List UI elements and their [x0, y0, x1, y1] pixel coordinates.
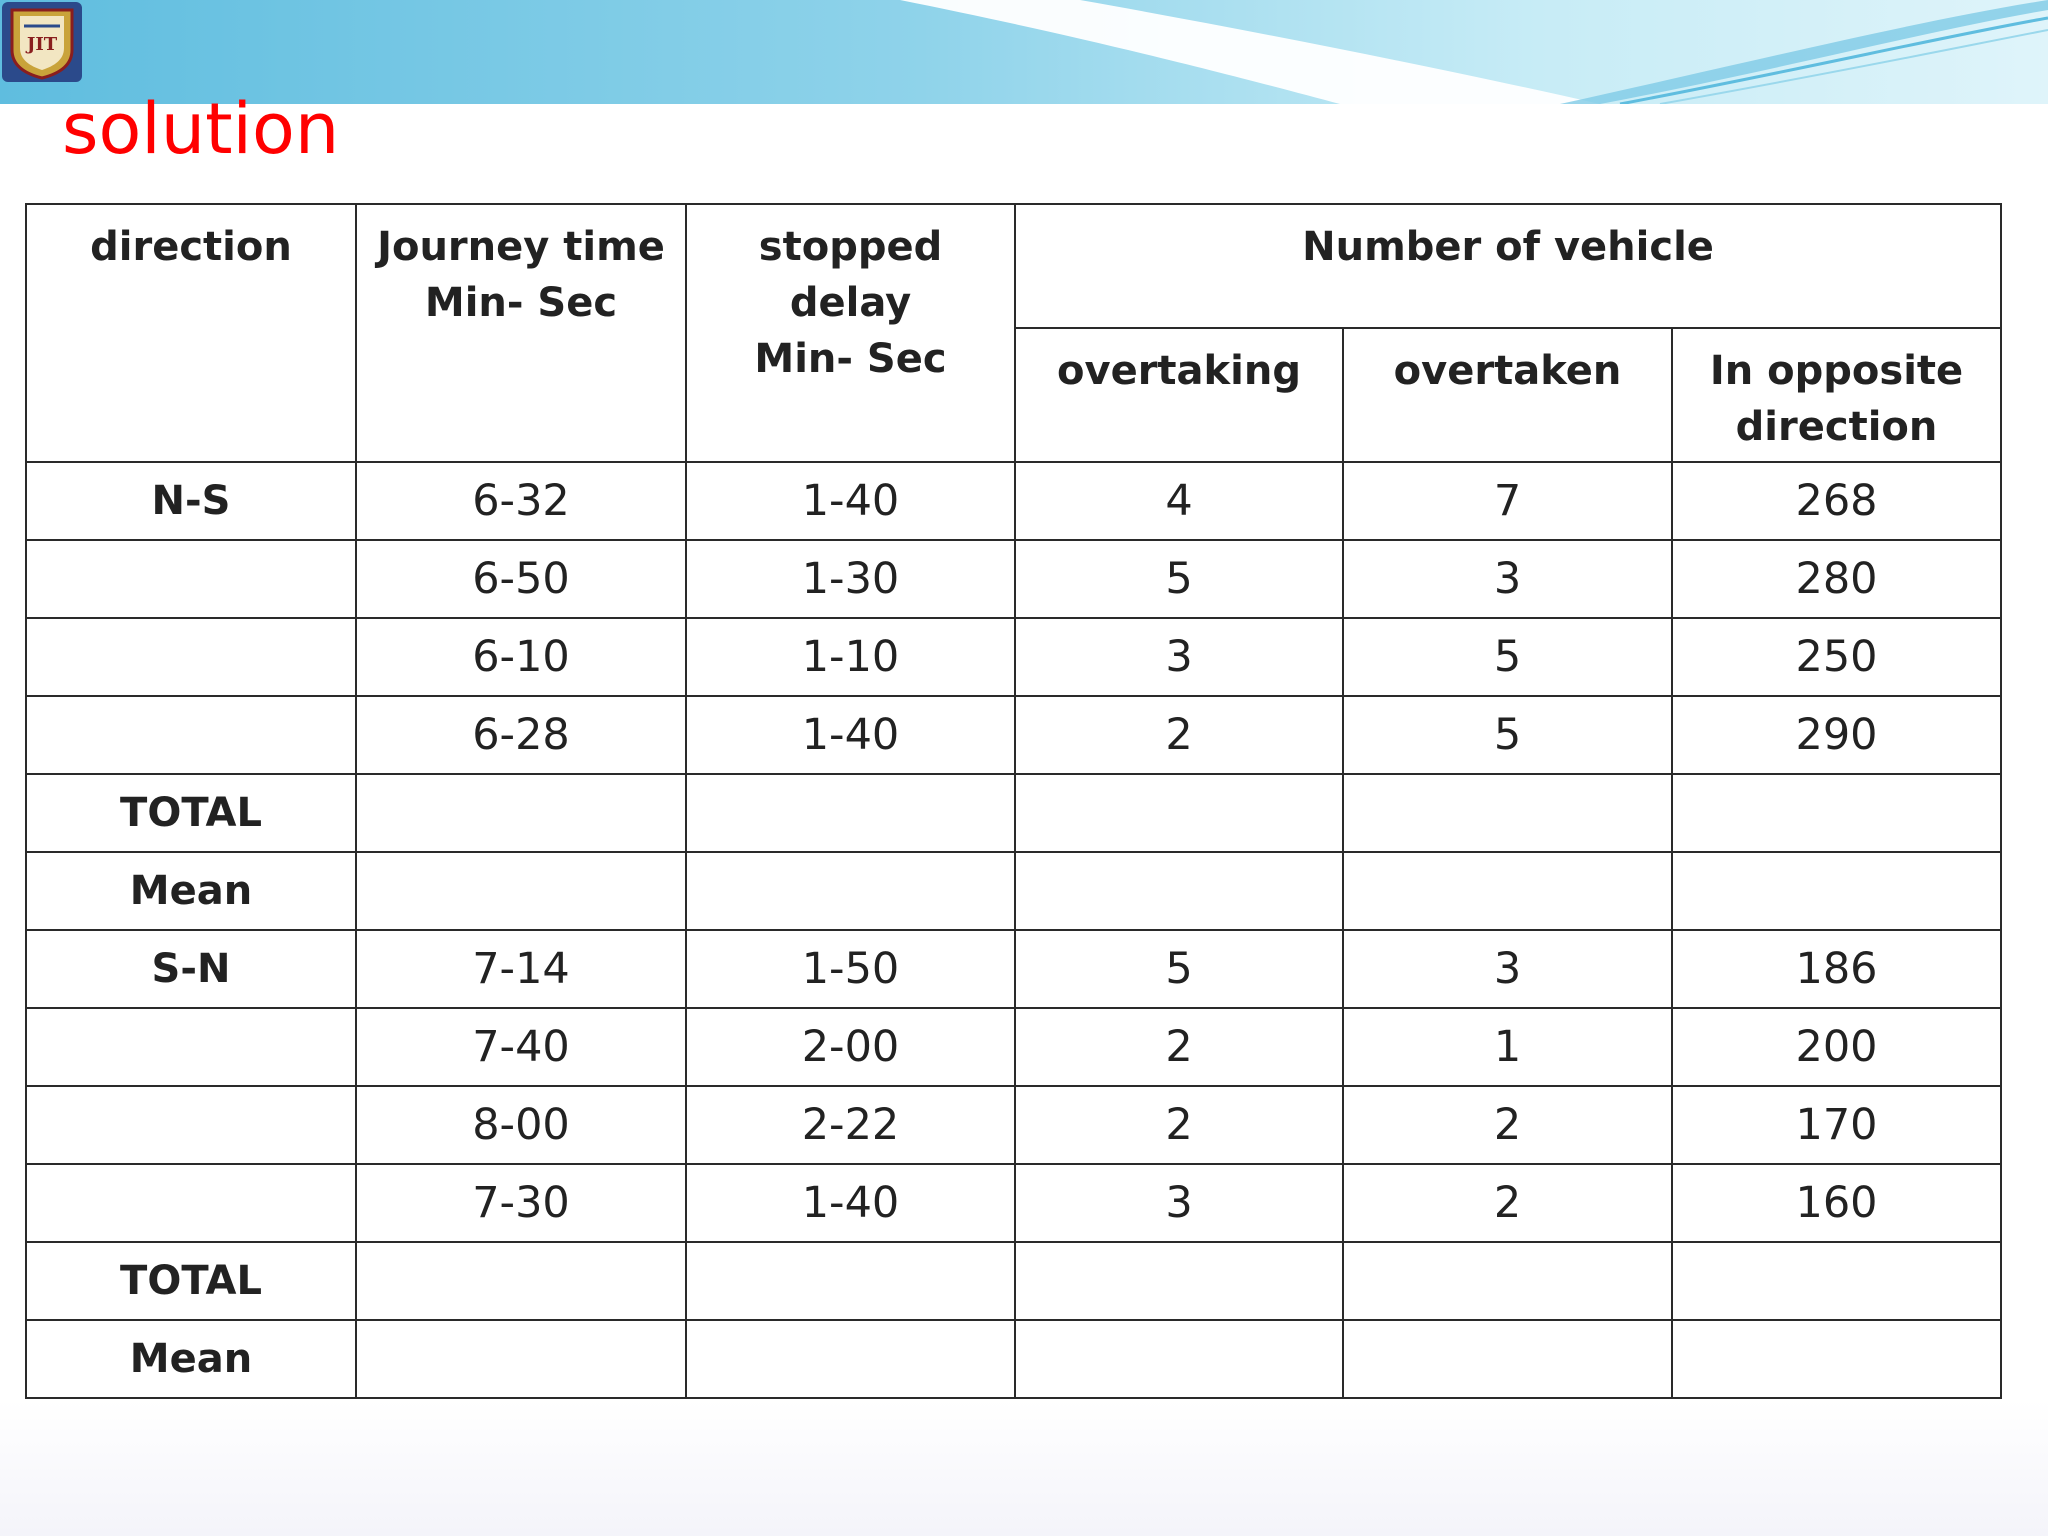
- cell-stopped-delay: [686, 1320, 1015, 1398]
- cell-overtaken: 5: [1343, 696, 1672, 774]
- university-crest-icon: [2, 2, 82, 82]
- cell-overtaking: 4: [1015, 462, 1343, 540]
- cell-overtaking: 3: [1015, 618, 1343, 696]
- cell-overtaken: 2: [1343, 1164, 1672, 1242]
- cell-overtaken: 3: [1343, 930, 1672, 1008]
- header-stopped-delay-line-2: delay: [789, 280, 912, 326]
- cell-overtaking: 2: [1015, 696, 1343, 774]
- cell-opposite: [1672, 1242, 2001, 1320]
- cell-stopped-delay: [686, 774, 1015, 852]
- cell-journey-time: 6-10: [356, 618, 686, 696]
- cell-opposite: 250: [1672, 618, 2001, 696]
- cell-direction: N-S: [26, 462, 356, 540]
- cell-opposite: 186: [1672, 930, 2001, 1008]
- table-body: [26, 462, 2001, 1398]
- header-stopped-delay-line-1: stopped: [758, 224, 943, 270]
- header-overtaken: [1343, 328, 1672, 462]
- cell-direction: [26, 696, 356, 774]
- cell-opposite: 280: [1672, 540, 2001, 618]
- cell-stopped-delay: 1-30: [686, 540, 1015, 618]
- cell-overtaking: 5: [1015, 540, 1343, 618]
- header-journey-time-line-2: Min- Sec: [424, 280, 618, 326]
- cell-direction: TOTAL: [26, 1242, 356, 1320]
- cell-journey-time: [356, 1242, 686, 1320]
- header-overtaking-label: overtaking: [1057, 348, 1301, 394]
- cell-opposite: 170: [1672, 1086, 2001, 1164]
- header-stopped-delay-line-3: Min- Sec: [754, 336, 947, 382]
- cell-stopped-delay: [686, 1242, 1015, 1320]
- table-row: [26, 1008, 2001, 1086]
- cell-stopped-delay: 2-00: [686, 1008, 1015, 1086]
- cell-journey-time: 7-30: [356, 1164, 686, 1242]
- table-row: [26, 696, 2001, 774]
- cell-opposite: 200: [1672, 1008, 2001, 1086]
- slide-title: solution: [62, 88, 340, 170]
- header-stopped-delay: [686, 204, 1015, 462]
- cell-journey-time: 8-00: [356, 1086, 686, 1164]
- cell-opposite: 160: [1672, 1164, 2001, 1242]
- cell-opposite: [1672, 852, 2001, 930]
- table-row: [26, 774, 2001, 852]
- cell-opposite: [1672, 774, 2001, 852]
- table-row: [26, 1242, 2001, 1320]
- footer-band: [0, 1400, 2048, 1536]
- crest-lettering: JIT: [26, 34, 58, 55]
- cell-direction: [26, 540, 356, 618]
- cell-journey-time: 7-14: [356, 930, 686, 1008]
- header-number-of-vehicle-label: Number of vehicle: [1302, 224, 1714, 270]
- table-row: [26, 540, 2001, 618]
- table-row: [26, 1320, 2001, 1398]
- cell-overtaken: [1343, 852, 1672, 930]
- table-row: [26, 930, 2001, 1008]
- cell-stopped-delay: 2-22: [686, 1086, 1015, 1164]
- cell-journey-time: [356, 1320, 686, 1398]
- cell-overtaking: [1015, 1242, 1343, 1320]
- cell-overtaking: 2: [1015, 1008, 1343, 1086]
- cell-direction: [26, 1086, 356, 1164]
- cell-journey-time: [356, 852, 686, 930]
- cell-opposite: [1672, 1320, 2001, 1398]
- cell-overtaking: [1015, 852, 1343, 930]
- header-opposite-line-1: In opposite: [1709, 348, 1964, 394]
- header-journey-time: [356, 204, 686, 462]
- header-overtaking: [1015, 328, 1343, 462]
- cell-direction: Mean: [26, 852, 356, 930]
- cell-overtaking: 2: [1015, 1086, 1343, 1164]
- header-journey-time-line-1: Journey time: [377, 224, 665, 270]
- cell-journey-time: [356, 774, 686, 852]
- header-number-of-vehicle: [1015, 204, 2001, 328]
- traffic-survey-table: [25, 203, 2002, 1399]
- cell-overtaking: 5: [1015, 930, 1343, 1008]
- cell-overtaking: [1015, 1320, 1343, 1398]
- header-direction: [26, 204, 356, 462]
- cell-opposite: 268: [1672, 462, 2001, 540]
- cell-overtaken: [1343, 774, 1672, 852]
- cell-overtaken: 7: [1343, 462, 1672, 540]
- cell-direction: Mean: [26, 1320, 356, 1398]
- cell-journey-time: 6-32: [356, 462, 686, 540]
- table-row: [26, 1164, 2001, 1242]
- cell-overtaken: 1: [1343, 1008, 1672, 1086]
- cell-overtaken: 5: [1343, 618, 1672, 696]
- table-row: [26, 462, 2001, 540]
- header-opposite-line-2: direction: [1735, 404, 1938, 450]
- cell-direction: [26, 1164, 356, 1242]
- cell-stopped-delay: 1-40: [686, 1164, 1015, 1242]
- header-opposite-direction: [1672, 328, 2001, 462]
- cell-journey-time: 6-50: [356, 540, 686, 618]
- cell-overtaken: [1343, 1242, 1672, 1320]
- cell-stopped-delay: 1-50: [686, 930, 1015, 1008]
- cell-stopped-delay: 1-40: [686, 696, 1015, 774]
- table-row: [26, 852, 2001, 930]
- cell-direction: TOTAL: [26, 774, 356, 852]
- cell-stopped-delay: 1-40: [686, 462, 1015, 540]
- cell-stopped-delay: [686, 852, 1015, 930]
- cell-overtaken: [1343, 1320, 1672, 1398]
- table-row: [26, 1086, 2001, 1164]
- cell-overtaken: 2: [1343, 1086, 1672, 1164]
- cell-opposite: 290: [1672, 696, 2001, 774]
- cell-stopped-delay: 1-10: [686, 618, 1015, 696]
- cell-direction: [26, 618, 356, 696]
- table-row: [26, 618, 2001, 696]
- header-overtaken-label: overtaken: [1393, 348, 1622, 394]
- cell-overtaking: 3: [1015, 1164, 1343, 1242]
- cell-journey-time: 6-28: [356, 696, 686, 774]
- header-direction-label: direction: [90, 224, 292, 270]
- cell-overtaking: [1015, 774, 1343, 852]
- cell-direction: [26, 1008, 356, 1086]
- cell-journey-time: 7-40: [356, 1008, 686, 1086]
- cell-direction: S-N: [26, 930, 356, 1008]
- cell-overtaken: 3: [1343, 540, 1672, 618]
